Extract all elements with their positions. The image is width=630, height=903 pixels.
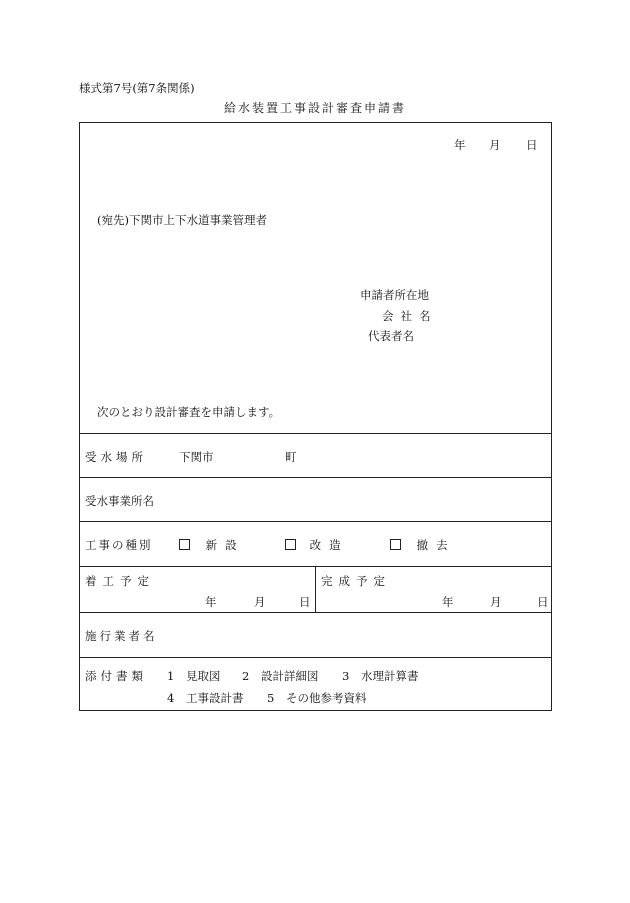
request-statement: 次のとおり設計審査を申請します。 bbox=[97, 405, 281, 419]
work-type-option-modify[interactable] bbox=[285, 537, 349, 553]
attachment-number: 5 bbox=[267, 691, 275, 705]
facility-name-label: 受水事業所名 bbox=[85, 494, 154, 508]
complete-month-label: 月 bbox=[490, 595, 502, 609]
divider bbox=[80, 657, 551, 658]
complete-plan-label: 完成予定 bbox=[321, 574, 391, 588]
checkbox-remove[interactable] bbox=[390, 539, 401, 550]
date-day-label: 日 bbox=[526, 138, 538, 152]
work-type-option-remove[interactable] bbox=[390, 537, 456, 553]
attachment-item bbox=[242, 668, 318, 684]
applicant-representative-label: 代表者名 bbox=[368, 329, 414, 343]
divider bbox=[80, 477, 551, 478]
start-year-label: 年 bbox=[205, 595, 217, 609]
attachment-number: 4 bbox=[167, 691, 175, 705]
complete-day-label: 日 bbox=[537, 595, 549, 609]
date-month-label: 月 bbox=[489, 138, 501, 152]
divider bbox=[80, 612, 551, 613]
attachment-number: 2 bbox=[242, 669, 250, 683]
checkbox-new[interactable] bbox=[179, 539, 190, 550]
attachment-name: その他参考資料 bbox=[285, 691, 367, 705]
attachment-name: 水理計算書 bbox=[360, 669, 419, 683]
attachment-number: 1 bbox=[167, 669, 175, 683]
start-month-label: 月 bbox=[254, 595, 266, 609]
attachment-item bbox=[267, 690, 366, 706]
work-type-label: 工事の種別 bbox=[85, 538, 153, 552]
attachment-item bbox=[342, 668, 418, 684]
applicant-company-label: 会社名 bbox=[382, 309, 438, 323]
work-type-option-new[interactable] bbox=[179, 537, 245, 553]
applicant-address-label: 申請者所在地 bbox=[360, 288, 429, 302]
start-plan-label: 着工予定 bbox=[85, 574, 155, 588]
addressee: (宛先)下関市上下水道事業管理者 bbox=[97, 213, 267, 227]
work-type-modify-label: 改造 bbox=[309, 538, 349, 552]
form-number-label: 様式第7号(第7条関係) bbox=[79, 81, 195, 95]
contractor-label: 施行業者名 bbox=[85, 629, 158, 643]
attachments-label: 添付書類 bbox=[85, 669, 147, 683]
attachment-name: 見取図 bbox=[185, 669, 221, 683]
start-day-label: 日 bbox=[299, 595, 311, 609]
date-year-label: 年 bbox=[454, 138, 466, 152]
attachment-name: 設計詳細図 bbox=[260, 669, 319, 683]
application-form bbox=[79, 122, 552, 711]
attachment-number: 3 bbox=[342, 669, 350, 683]
divider bbox=[80, 433, 551, 434]
location-city: 下関市 bbox=[179, 450, 214, 464]
location-town: 町 bbox=[285, 450, 297, 464]
divider bbox=[80, 521, 551, 522]
checkbox-modify[interactable] bbox=[285, 539, 296, 550]
complete-year-label: 年 bbox=[442, 595, 454, 609]
location-label: 受水場所 bbox=[85, 450, 147, 464]
work-type-remove-label: 撤去 bbox=[416, 538, 456, 552]
attachment-item bbox=[167, 690, 243, 706]
work-type-new-label: 新設 bbox=[205, 538, 245, 552]
form-title: 給水装置工事設計審査申請書 bbox=[223, 101, 406, 115]
divider-vertical bbox=[315, 566, 316, 612]
attachment-item bbox=[167, 668, 220, 684]
attachment-name: 工事設計書 bbox=[185, 691, 244, 705]
